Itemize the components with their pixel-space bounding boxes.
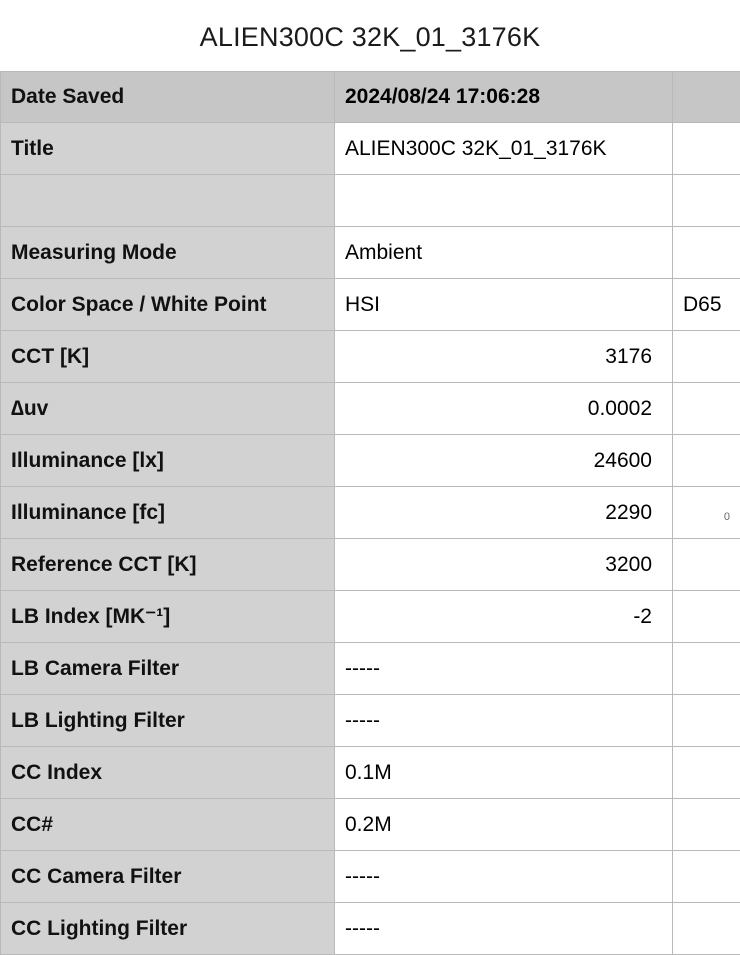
row-value-text: 24600 <box>345 449 662 473</box>
row-label: Reference CCT [K] <box>1 539 335 591</box>
row-value <box>335 747 673 799</box>
row-extra <box>673 435 740 487</box>
row-value-text: ----- <box>345 917 662 941</box>
row-value-text: 0.0002 <box>345 397 662 421</box>
row-value <box>335 695 673 747</box>
row-value <box>335 123 673 175</box>
row-label: CC Index <box>1 747 335 799</box>
table-row <box>1 695 740 747</box>
table-row <box>1 279 740 331</box>
row-label: Illuminance [lx] <box>1 435 335 487</box>
table-row <box>1 643 740 695</box>
row-value <box>335 487 673 539</box>
edge-mark: 0 <box>724 511 730 523</box>
row-extra <box>673 383 740 435</box>
row-label: LB Lighting Filter <box>1 695 335 747</box>
row-extra <box>673 72 740 123</box>
table-row <box>1 851 740 903</box>
row-value-text: 2024/08/24 17:06:28 <box>345 85 662 109</box>
row-value-text: Ambient <box>345 241 662 265</box>
row-extra <box>673 799 740 851</box>
row-value <box>335 279 673 331</box>
row-value <box>335 539 673 591</box>
row-extra: D65 <box>673 279 740 331</box>
row-value <box>335 383 673 435</box>
table-row <box>1 435 740 487</box>
row-extra <box>673 123 740 175</box>
row-value-text: ----- <box>345 865 662 889</box>
row-extra <box>673 695 740 747</box>
table-row <box>1 539 740 591</box>
row-extra <box>673 851 740 903</box>
row-extra <box>673 591 740 643</box>
row-extra <box>673 227 740 279</box>
row-label: Title <box>1 123 335 175</box>
row-value <box>335 799 673 851</box>
row-value-text: HSI <box>345 293 662 317</box>
row-value <box>335 591 673 643</box>
row-label: ∆uv <box>1 383 335 435</box>
table-row <box>1 175 740 227</box>
row-value-text: 0.2M <box>345 813 662 837</box>
row-value-text: -2 <box>345 605 662 629</box>
row-value <box>335 851 673 903</box>
table-row <box>1 903 740 955</box>
row-label: CC Lighting Filter <box>1 903 335 955</box>
table-row <box>1 799 740 851</box>
row-value-text: 2290 <box>345 501 662 525</box>
row-extra <box>673 331 740 383</box>
row-label: CC# <box>1 799 335 851</box>
row-value <box>335 227 673 279</box>
row-value <box>335 331 673 383</box>
row-extra <box>673 175 740 227</box>
row-label: Date Saved <box>1 72 335 123</box>
table-row <box>1 747 740 799</box>
table-row <box>1 331 740 383</box>
row-extra <box>673 487 740 539</box>
row-label: Color Space / White Point <box>1 279 335 331</box>
row-value-text: ALIEN300C 32K_01_3176K <box>345 137 662 161</box>
row-label <box>1 175 335 227</box>
row-value-text: ----- <box>345 709 662 733</box>
page-title: ALIEN300C 32K_01_3176K <box>0 0 740 71</box>
row-value-text: 3176 <box>345 345 662 369</box>
row-label: LB Index [MK⁻¹] <box>1 591 335 643</box>
row-value <box>335 72 673 123</box>
row-label: Measuring Mode <box>1 227 335 279</box>
table-body <box>1 72 740 955</box>
row-value <box>335 435 673 487</box>
table-row <box>1 72 740 123</box>
row-value <box>335 643 673 695</box>
row-value <box>335 175 673 227</box>
table-row <box>1 123 740 175</box>
row-value-text: 0.1M <box>345 761 662 785</box>
row-label: Illuminance [fc] <box>1 487 335 539</box>
row-value-text: ----- <box>345 657 662 681</box>
row-extra <box>673 539 740 591</box>
row-value <box>335 903 673 955</box>
measurement-table <box>0 71 740 955</box>
row-label: CCT [K] <box>1 331 335 383</box>
table-row <box>1 383 740 435</box>
row-extra <box>673 643 740 695</box>
table-row <box>1 227 740 279</box>
row-label: CC Camera Filter <box>1 851 335 903</box>
row-value-text: 3200 <box>345 553 662 577</box>
row-label: LB Camera Filter <box>1 643 335 695</box>
table-row <box>1 487 740 539</box>
row-extra <box>673 903 740 955</box>
row-extra <box>673 747 740 799</box>
table-row <box>1 591 740 643</box>
